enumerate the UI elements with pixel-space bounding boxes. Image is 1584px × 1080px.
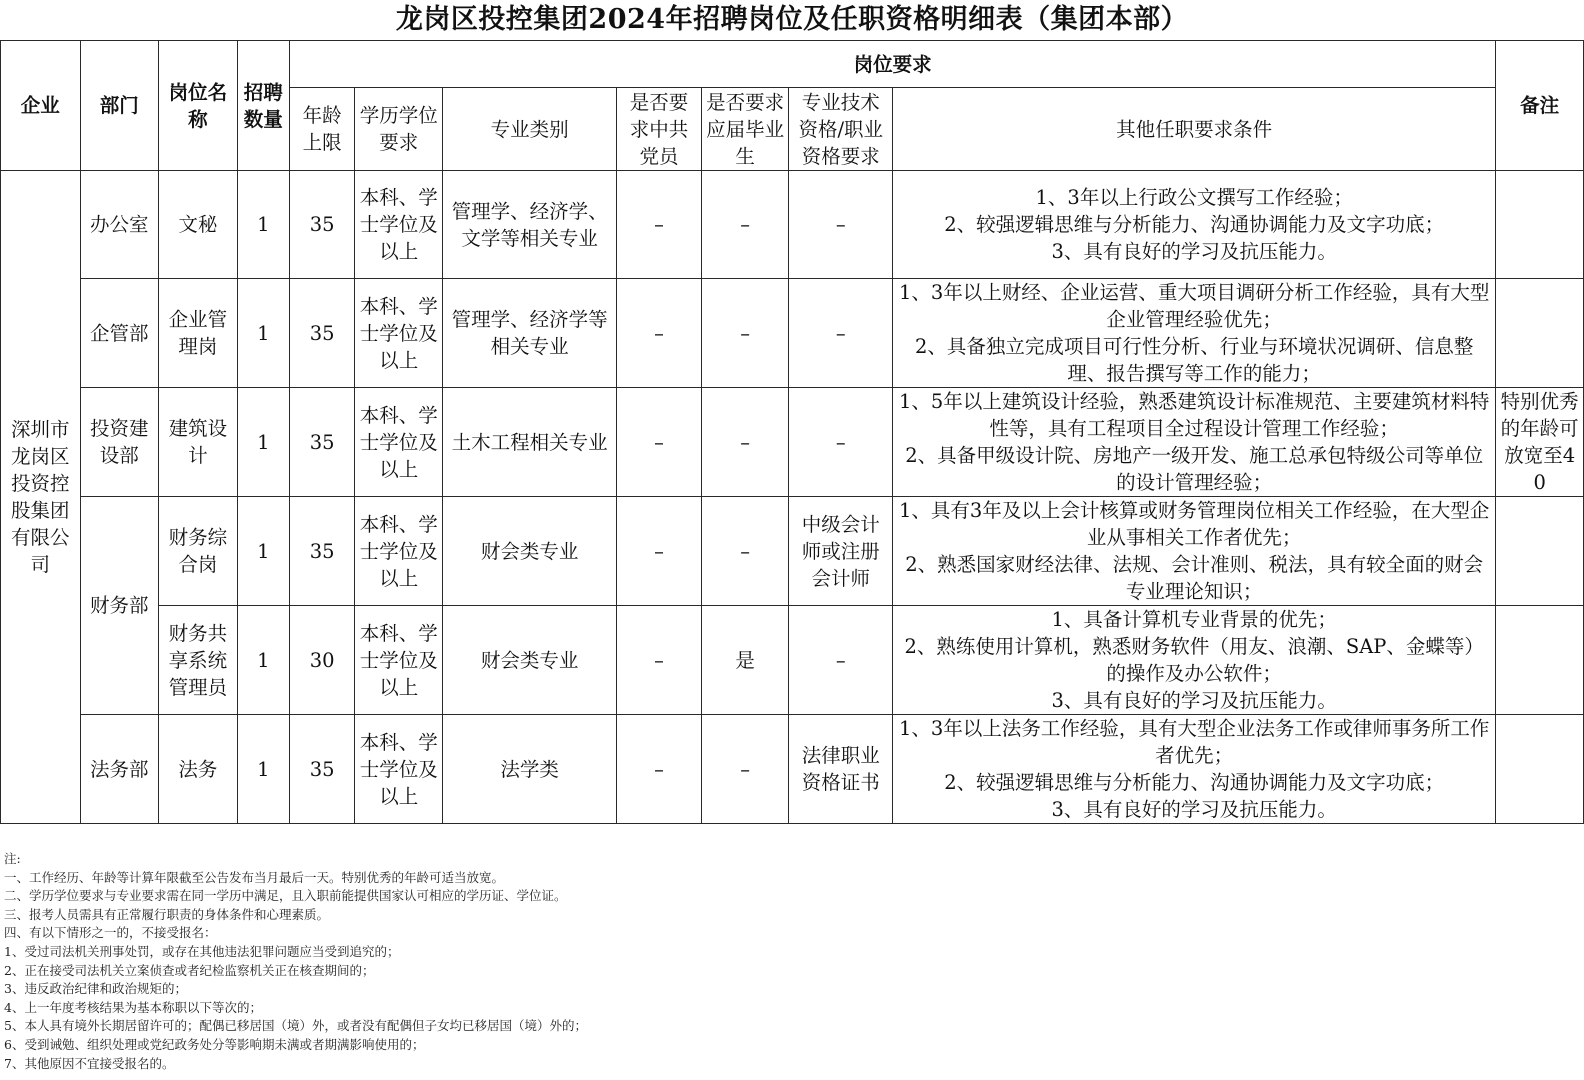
department-cell: 法务部 xyxy=(80,715,159,824)
table-row xyxy=(1,497,1584,606)
graduate-cell: – xyxy=(701,388,789,497)
header-age: 年龄上限 xyxy=(289,88,354,171)
table-row xyxy=(1,715,1584,824)
remark-cell xyxy=(1496,279,1584,388)
other-requirements-cell xyxy=(893,715,1496,824)
requirement-line: 1、具有3年及以上会计核算或财务管理岗位相关工作经验，在大型企业从事相关工作者优先； xyxy=(899,499,1490,549)
header-certificate xyxy=(789,88,893,171)
age-cell: 35 xyxy=(289,388,354,497)
department-cell: 企管部 xyxy=(80,279,159,388)
education-cell xyxy=(355,388,443,497)
graduate-cell: – xyxy=(701,715,789,824)
major-cell: 管理学、经济学等相关专业 xyxy=(443,279,617,388)
note-line: 1、受过司法机关刑事处罚，或存在其他违法犯罪问题应当受到追究的； xyxy=(4,943,400,959)
remark-cell: 特别优秀的年龄可放宽至40 xyxy=(1496,388,1584,497)
education-text: 本科、学士学位及以上 xyxy=(359,403,438,481)
party-cell: – xyxy=(617,171,702,279)
header-major: 专业类别 xyxy=(443,88,617,171)
note-line: 2、正在接受司法机关立案侦查或者纪检监察机关正在核查期间的； xyxy=(4,962,375,978)
table-row xyxy=(1,388,1584,497)
note-line: 四、有以下情形之一的，不接受报名： xyxy=(4,925,217,941)
note-line: 3、违反政治纪律和政治规矩的； xyxy=(4,981,187,997)
party-cell: – xyxy=(617,715,702,824)
other-requirements-cell xyxy=(893,497,1496,606)
remark-cell xyxy=(1496,715,1584,824)
age-cell: 35 xyxy=(289,171,354,279)
table-row xyxy=(1,279,1584,388)
requirement-line: 1、3年以上财经、企业运营、重大项目调研分析工作经验，具有大型企业管理经验优先； xyxy=(899,281,1490,331)
table-row xyxy=(1,171,1584,279)
note-line: 4、上一年度考核结果为基本称职以下等次的； xyxy=(4,999,262,1015)
age-cell: 35 xyxy=(289,715,354,824)
position-cell: 财务共享系统管理员 xyxy=(159,606,238,715)
department-cell: 投资建设部 xyxy=(80,388,159,497)
major-cell: 法学类 xyxy=(443,715,617,824)
graduate-cell: 是 xyxy=(701,606,789,715)
note-line: 5、本人具有境外长期居留许可的；配偶已移居国（境）外，或者没有配偶但子女均已移居国（境）外的； xyxy=(4,1018,587,1034)
note-line: 注: xyxy=(4,851,21,866)
party-cell: – xyxy=(617,388,702,497)
header-other: 其他任职要求条件 xyxy=(893,88,1496,171)
header-graduate: 是否要求应届毕业生 xyxy=(701,88,789,171)
requirement-line: 2、较强逻辑思维与分析能力、沟通协调能力及文字功底； xyxy=(944,771,1445,794)
header-quota: 招聘数量 xyxy=(237,41,289,171)
graduate-cell: – xyxy=(701,171,789,279)
position-cell: 文秘 xyxy=(159,171,238,279)
certificate-cell: – xyxy=(789,388,893,497)
department-cell: 办公室 xyxy=(80,171,159,279)
major-cell: 管理学、经济学、文学等相关专业 xyxy=(443,171,617,279)
header-department: 部门 xyxy=(80,41,159,171)
age-cell: 30 xyxy=(289,606,354,715)
requirement-line: 3、具有良好的学习及抗压能力。 xyxy=(1051,240,1337,263)
header-education: 学历学位要求 xyxy=(355,88,443,171)
requirement-line: 3、具有良好的学习及抗压能力。 xyxy=(1051,798,1337,821)
education-cell xyxy=(355,279,443,388)
other-requirements-cell xyxy=(893,388,1496,497)
position-cell: 建筑设计 xyxy=(159,388,238,497)
requirement-line: 2、较强逻辑思维与分析能力、沟通协调能力及文字功底； xyxy=(944,213,1445,236)
note-line: 二、学历学位要求与专业要求需在同一学历中满足，且入职前能提供国家认可相应的学历证、学位证。 xyxy=(4,888,567,904)
other-requirements-cell xyxy=(893,606,1496,715)
education-cell xyxy=(355,715,443,824)
education-text: 本科、学士学位及以上 xyxy=(359,621,438,699)
remark-cell xyxy=(1496,171,1584,279)
requirement-line: 1、具备计算机专业背景的优先； xyxy=(1051,608,1337,631)
note-line: 三、报考人员需具有正常履行职责的身体条件和心理素质。 xyxy=(4,906,330,922)
age-cell: 35 xyxy=(289,497,354,606)
graduate-cell: – xyxy=(701,497,789,606)
note-line: 一、工作经历、年龄等计算年限截至公告发布当月最后一天。特别优秀的年龄可适当放宽。 xyxy=(4,869,505,885)
note-line: 6、受到诫勉、组织处理或党纪政务处分等影响期未满或者期满影响使用的； xyxy=(4,1036,425,1052)
requirement-line: 2、熟悉国家财经法律、法规、会计准则、税法，具有较全面的财会专业理论知识； xyxy=(905,553,1484,603)
company-cell: 深圳市龙岗区投资控股集团有限公司 xyxy=(1,171,81,824)
requirement-line: 2、熟练使用计算机，熟悉财务软件（用友、浪潮、SAP、金蝶等）的操作及办公软件； xyxy=(904,635,1484,685)
quota-cell: 1 xyxy=(237,715,289,824)
position-cell: 法务 xyxy=(159,715,238,824)
requirement-line: 2、具备独立完成项目可行性分析、行业与环境状况调研、信息整理、报告撰写等工作的能力； xyxy=(914,335,1474,385)
header-remark: 备注 xyxy=(1496,41,1584,171)
quota-cell: 1 xyxy=(237,388,289,497)
education-cell xyxy=(355,606,443,715)
quota-cell: 1 xyxy=(237,606,289,715)
major-cell: 财会类专业 xyxy=(443,497,617,606)
header-certificate-text: 专业技术资格/职业资格要求 xyxy=(798,91,884,168)
remark-cell xyxy=(1496,606,1584,715)
position-cell: 企业管理岗 xyxy=(159,279,238,388)
education-cell xyxy=(355,497,443,606)
graduate-cell: – xyxy=(701,279,789,388)
quota-cell: 1 xyxy=(237,279,289,388)
header-requirements-group: 岗位要求 xyxy=(289,41,1495,88)
requirement-line: 1、5年以上建筑设计经验，熟悉建筑设计标准规范、主要建筑材料特性等，具有工程项目全过程设计管理工作经验； xyxy=(899,390,1490,440)
notes-section xyxy=(4,850,1574,1073)
party-cell: – xyxy=(617,497,702,606)
remark-cell xyxy=(1496,497,1584,606)
header-party: 是否要求中共党员 xyxy=(617,88,702,171)
certificate-cell: – xyxy=(789,171,893,279)
major-cell: 财会类专业 xyxy=(443,606,617,715)
note-line: 7、其他原因不宜接受报名的。 xyxy=(4,1055,175,1071)
header-company: 企业 xyxy=(1,41,81,171)
major-cell: 土木工程相关专业 xyxy=(443,388,617,497)
header-position: 岗位名称 xyxy=(159,41,238,171)
position-cell: 财务综合岗 xyxy=(159,497,238,606)
party-cell: – xyxy=(617,279,702,388)
quota-cell: 1 xyxy=(237,171,289,279)
quota-cell: 1 xyxy=(237,497,289,606)
recruitment-table xyxy=(0,40,1584,824)
certificate-cell: 法律职业资格证书 xyxy=(789,715,893,824)
education-text: 本科、学士学位及以上 xyxy=(359,512,438,590)
other-requirements-cell xyxy=(893,279,1496,388)
department-cell: 财务部 xyxy=(80,497,159,715)
certificate-cell: 中级会计师或注册会计师 xyxy=(789,497,893,606)
requirement-line: 1、3年以上行政公文撰写工作经验； xyxy=(1035,186,1353,209)
other-requirements-cell xyxy=(893,171,1496,279)
page-title: 龙岗区投控集团2024年招聘岗位及任职资格明细表（集团本部） xyxy=(395,4,1189,35)
requirement-line: 2、具备甲级设计院、房地产一级开发、施工总承包特级公司等单位的设计管理经验； xyxy=(905,444,1484,494)
education-text: 本科、学士学位及以上 xyxy=(359,294,438,372)
education-cell xyxy=(355,171,443,279)
education-text: 本科、学士学位及以上 xyxy=(359,186,438,263)
education-text: 本科、学士学位及以上 xyxy=(359,730,438,808)
table-row xyxy=(1,606,1584,715)
requirement-line: 3、具有良好的学习及抗压能力。 xyxy=(1051,689,1337,712)
requirement-line: 1、3年以上法务工作经验，具有大型企业法务工作或律师事务所工作者优先； xyxy=(899,717,1490,767)
age-cell: 35 xyxy=(289,279,354,388)
certificate-cell: – xyxy=(789,606,893,715)
certificate-cell: – xyxy=(789,279,893,388)
party-cell: – xyxy=(617,606,702,715)
